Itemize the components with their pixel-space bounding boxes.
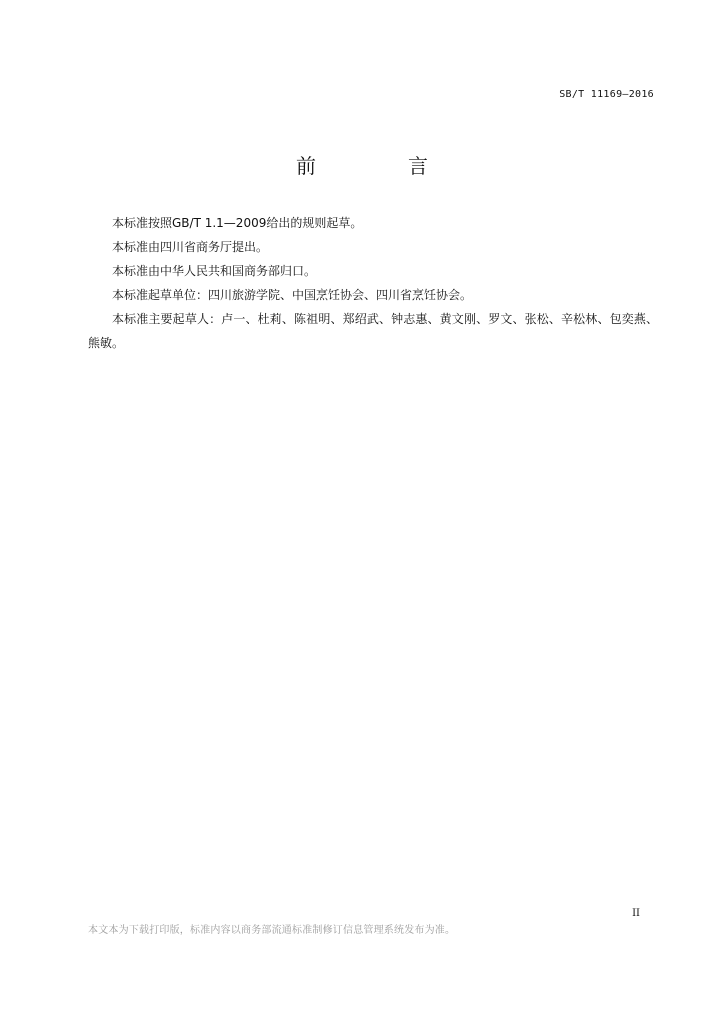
paragraph-drafting-rules: 本标准按照GB/T 1.1—2009给出的规则起草。 xyxy=(112,216,363,230)
body-text xyxy=(88,211,658,355)
paragraph-centralized-unit: 本标准由中华人民共和国商务部归口。 xyxy=(112,264,317,278)
page-number: II xyxy=(632,908,640,919)
paragraph-main-drafters: 本标准主要起草人：卢一、杜莉、陈祖明、郑绍武、钟志惠、黄文刚、罗文、张松、辛松林、包奕燕、熊敏。 xyxy=(88,312,658,350)
paragraph-drafting-units: 本标准起草单位：四川旅游学院、中国烹饪协会、四川省烹饪协会。 xyxy=(112,288,473,302)
paragraph-proposer: 本标准由四川省商务厅提出。 xyxy=(112,240,269,254)
footer-note: 本文本为下载打印版，标准内容以商务部流通标准制修订信息管理系统发布为准。 xyxy=(88,925,456,936)
page-title: 前 言 xyxy=(296,154,464,178)
standard-number: SB/T 11169—2016 xyxy=(559,89,654,100)
